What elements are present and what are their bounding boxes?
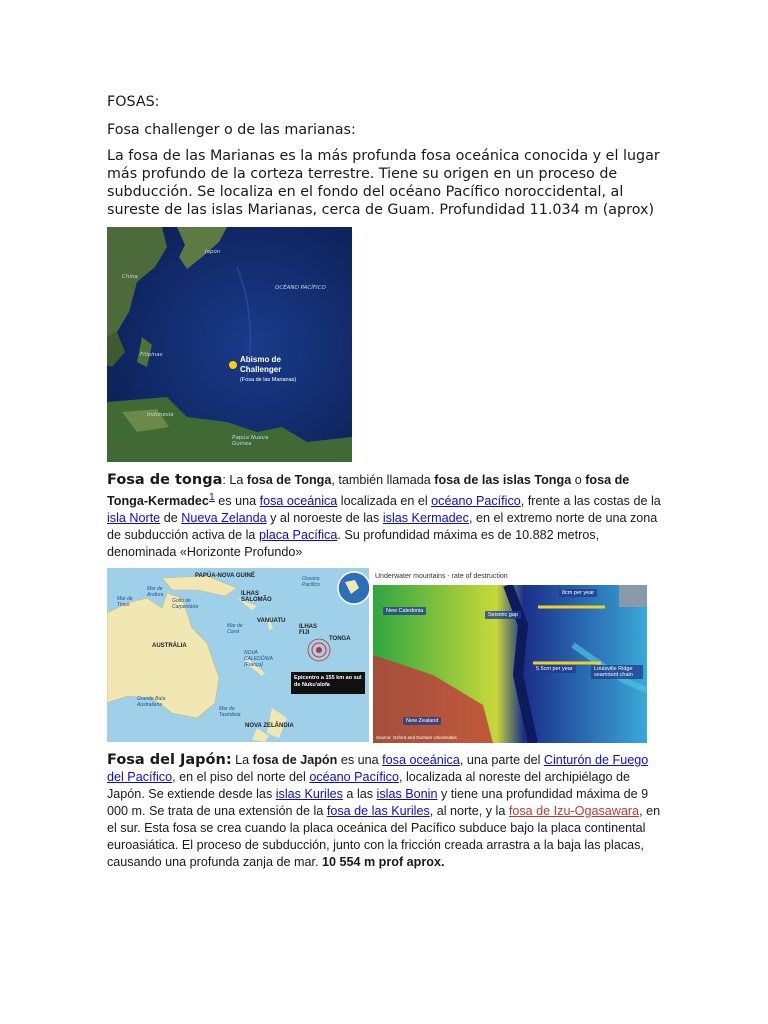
challenger-label-sub: (Fosa de las Marianas) xyxy=(240,377,297,383)
tonga-paragraph xyxy=(107,472,662,561)
footnote-link[interactable]: 1 xyxy=(208,491,215,503)
bold-text: 10 554 m prof aprox. xyxy=(321,855,445,869)
link-islas-kuriles[interactable]: islas Kuriles xyxy=(275,787,343,801)
mariana-map-graphic xyxy=(107,227,352,462)
text: , en el sur. Esta fosa se crea cuando la placa oceánica del Pacífico subduce bajo la placa continental euroasiática. El proceso de subducción, junto con la fricción creada arrastra a la baja las placas, causando una profunda zanja de mar. xyxy=(107,804,661,869)
bold-text: fosa de Tonga xyxy=(246,473,332,487)
text: localizada en el xyxy=(337,494,432,509)
text: a las xyxy=(342,787,377,801)
label-australia: AUSTRÁLIA xyxy=(152,643,187,649)
label-china: China xyxy=(122,274,138,280)
epicenter-marker xyxy=(316,647,322,653)
label-salomao: ILHAS SALOMÃO xyxy=(241,591,272,603)
tonga-region-map xyxy=(107,568,369,742)
japon-paragraph xyxy=(107,752,662,871)
epicenter-label: Epicentro a 155 km ao sul de Nuku'alofa xyxy=(294,675,362,688)
text: es una xyxy=(214,494,260,509)
map3-source: Source: Oxford and Durham Universities xyxy=(376,735,457,740)
label-arafura: Mar de Arafura xyxy=(147,586,164,598)
text: , frente a las costas de la xyxy=(520,494,661,509)
link-fosa-oceanica[interactable]: fosa oceánica xyxy=(259,494,338,509)
label-new-caledonia: New Caledonia xyxy=(383,607,426,615)
intro-paragraph: La fosa de las Marianas es la más profunda fosa oceánica conocida y el lugar más profundo de la corteza terrestre. Tiene su origen en un proceso de subducción. Se localiza en el fondo del océano Pacífico noroccidental, al sureste de las islas Marianas, cerca de Guam. Profundidad 11.034 m (aprox) xyxy=(107,148,660,218)
label-tasmania: Mar da Tasmânia xyxy=(219,706,241,718)
text: , en el piso del norte del xyxy=(172,770,310,784)
tonga-heading: Fosa de tonga xyxy=(107,472,223,488)
text: es una xyxy=(337,753,383,767)
link-fosa-kuriles[interactable]: fosa de las Kuriles xyxy=(326,804,430,818)
bold-text: fosa de Tonga-Kermadec xyxy=(107,473,630,509)
challenger-label-line2: Challenger xyxy=(240,365,282,374)
map3-title: Underwater mountains - rate of destruction xyxy=(375,573,508,580)
label-oceano: Oceano Pacífico xyxy=(302,576,320,588)
japon-heading: Fosa del Japón: xyxy=(107,752,232,768)
link-oceano-pacifico[interactable]: océano Pacífico xyxy=(431,494,521,509)
label-tonga: TONGA xyxy=(329,636,351,642)
link-oceano-pacifico[interactable]: océano Pacífico xyxy=(309,770,399,784)
label-carpentaria: Golfo de Carpentária xyxy=(172,598,199,610)
link-fosa-oceanica[interactable]: fosa oceánica xyxy=(382,753,460,767)
bold-text: fosa de Japón xyxy=(252,753,338,767)
label-nova-caledonia: NOVA CALEDÔNIA (França) xyxy=(244,650,273,668)
text: , localizada al noreste del archipiélago de Japón. Se extiende desde las xyxy=(107,770,631,801)
mariana-trench-map xyxy=(107,227,352,462)
link-cinturon-fuego[interactable]: Cinturón de Fuego del Pacífico xyxy=(107,753,649,784)
text: y tiene una profundidad máxima de 9 000 m. Se trata de una extensión de la xyxy=(107,787,649,818)
label-papua: PAPÚA-NOVA GUINÉ xyxy=(195,573,255,579)
label-seismic-gap: Seismic gap xyxy=(485,611,521,619)
text: y al noroeste de las xyxy=(266,511,383,526)
page-title: FOSAS: xyxy=(107,94,160,110)
label-fiji: ILHAS FIJI xyxy=(299,624,317,636)
text: La xyxy=(231,753,253,767)
challenger-marker xyxy=(229,361,237,369)
bold-text: fosa de las islas Tonga xyxy=(434,473,572,487)
link-islas-kermadec[interactable]: islas Kermadec xyxy=(382,511,469,526)
text: . Su profundidad máxima es de 10.882 metros, denominada «Horizonte Profundo» xyxy=(107,528,600,560)
label-ocean: OCÉANO PACÍFICO xyxy=(275,285,326,291)
link-placa-pacifica[interactable]: placa Pacífica xyxy=(258,528,338,543)
label-rate-5cm: 5.5cm per year xyxy=(533,665,576,673)
text: o xyxy=(571,473,586,487)
label-rate-8cm: 8cm per year xyxy=(559,589,597,597)
link-isla-norte[interactable]: isla Norte xyxy=(107,511,161,526)
challenger-label xyxy=(240,355,296,385)
text: , en el extremo norte de una zona de subducción activa de la xyxy=(107,511,658,543)
label-new-zealand: New Zealand xyxy=(403,717,441,725)
link-islas-bonin[interactable]: islas Bonin xyxy=(376,787,438,801)
label-indonesia: Indonesia xyxy=(147,412,174,418)
label-png: Papúa Nueva Guinea xyxy=(232,435,269,447)
label-louisville: Louisville Ridge seamount chain xyxy=(591,665,643,679)
label-grande-baia: Grande Baía Australiana xyxy=(137,696,166,708)
label-nova-zelandia: NOVA ZELÂNDIA xyxy=(245,723,294,729)
label-philippines: Filipinas xyxy=(140,352,163,358)
text: , también llamada xyxy=(331,473,435,487)
link-fosa-izu-ogasawara[interactable]: fosa de Izu-Ogasawara xyxy=(508,804,640,818)
text: de xyxy=(160,511,182,526)
section-title-marianas: Fosa challenger o de las marianas: xyxy=(107,122,356,138)
link-nueva-zelanda[interactable]: Nueva Zelanda xyxy=(181,511,267,526)
label-timor: Mar de Timor xyxy=(117,596,133,608)
text: , una parte del xyxy=(459,753,544,767)
underwater-mountains-map xyxy=(373,571,647,743)
label-japan: Japón xyxy=(205,249,221,255)
text: , al norte, y la xyxy=(429,804,509,818)
challenger-label-line1: Abismo de xyxy=(240,355,281,364)
label-vanuatu: VANUATU xyxy=(257,618,286,624)
label-mar-coral: Mar de Coral xyxy=(227,623,243,635)
text: : La xyxy=(222,473,247,487)
